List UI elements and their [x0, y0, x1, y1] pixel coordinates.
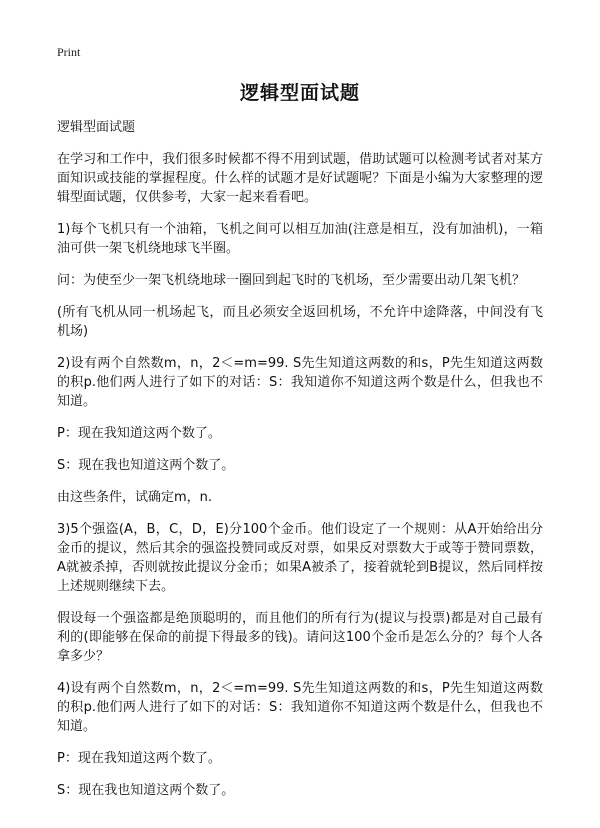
question-2-p-line: P：现在我知道这两个数了。	[57, 426, 221, 441]
question-3-paragraph: 3)5个强盗(A，B，C，D，E)分100个金币。他们设定了一个规则：从A开始给出分金币的提议，然后其余的强盗投赞同或反对票，如果反对票数大于或等于赞同票数，A就被杀掉，否则就按此提议分金币；如果A被杀了，接着就轮到B提议，然后同样按上述规则继续下去。	[57, 522, 543, 594]
print-link[interactable]: Print	[57, 45, 81, 59]
question-3-ask: 假设每一个强盗都是绝顶聪明的，而且他们的所有行为(提议与投票)都是对自己最有利的(即能够在保命的前提下得最多的钱)。请问这100个金币是怎么分的？每个人各拿多少？	[57, 611, 543, 664]
intro-paragraph: 在学习和工作中，我们很多时候都不得不用到试题，借助试题可以检测考试者对某方面知识或技能的掌握程度。什么样的试题才是好试题呢？下面是小编为大家整理的逻辑型面试题，仅供参考，大家一起来看看吧。	[57, 152, 543, 205]
question-4-paragraph: 4)设有两个自然数m，n，2＜=m=99. S先生知道这两数的和s，P先生知道这两数的积p.他们两人进行了如下的对话：S：我知道你不知道这两个数是什么，但我也不知道。	[57, 681, 543, 734]
page-title: 逻辑型面试题	[239, 82, 360, 104]
question-1-note: (所有飞机从同一机场起飞，而且必须安全返回机场，不允许中途降落，中间没有飞机场)	[57, 305, 543, 339]
question-4-p-line: P：现在我知道这两个数了。	[57, 751, 221, 766]
question-2-s-line: S：现在我也知道这两个数了。	[57, 458, 235, 473]
question-2-paragraph: 2)设有两个自然数m，n，2＜=m=99. S先生知道这两数的和s，P先生知道这两数的积p.他们两人进行了如下的对话：S：我知道你不知道这两个数是什么，但我也不知道。	[57, 356, 543, 409]
question-2-ask: 由这些条件，试确定m，n.	[57, 490, 213, 505]
question-4-s-line: S：现在我也知道这两个数了。	[57, 783, 235, 798]
question-1-paragraph: 1)每个飞机只有一个油箱，飞机之间可以相互加油(注意是相互，没有加油机)，一箱油可供一架飞机绕地球飞半圈。	[57, 222, 543, 256]
question-1-ask: 问：为使至少一架飞机绕地球一圈回到起飞时的飞机场，至少需要出动几架飞机？	[57, 273, 526, 288]
document-subtitle: 逻辑型面试题	[57, 120, 136, 135]
